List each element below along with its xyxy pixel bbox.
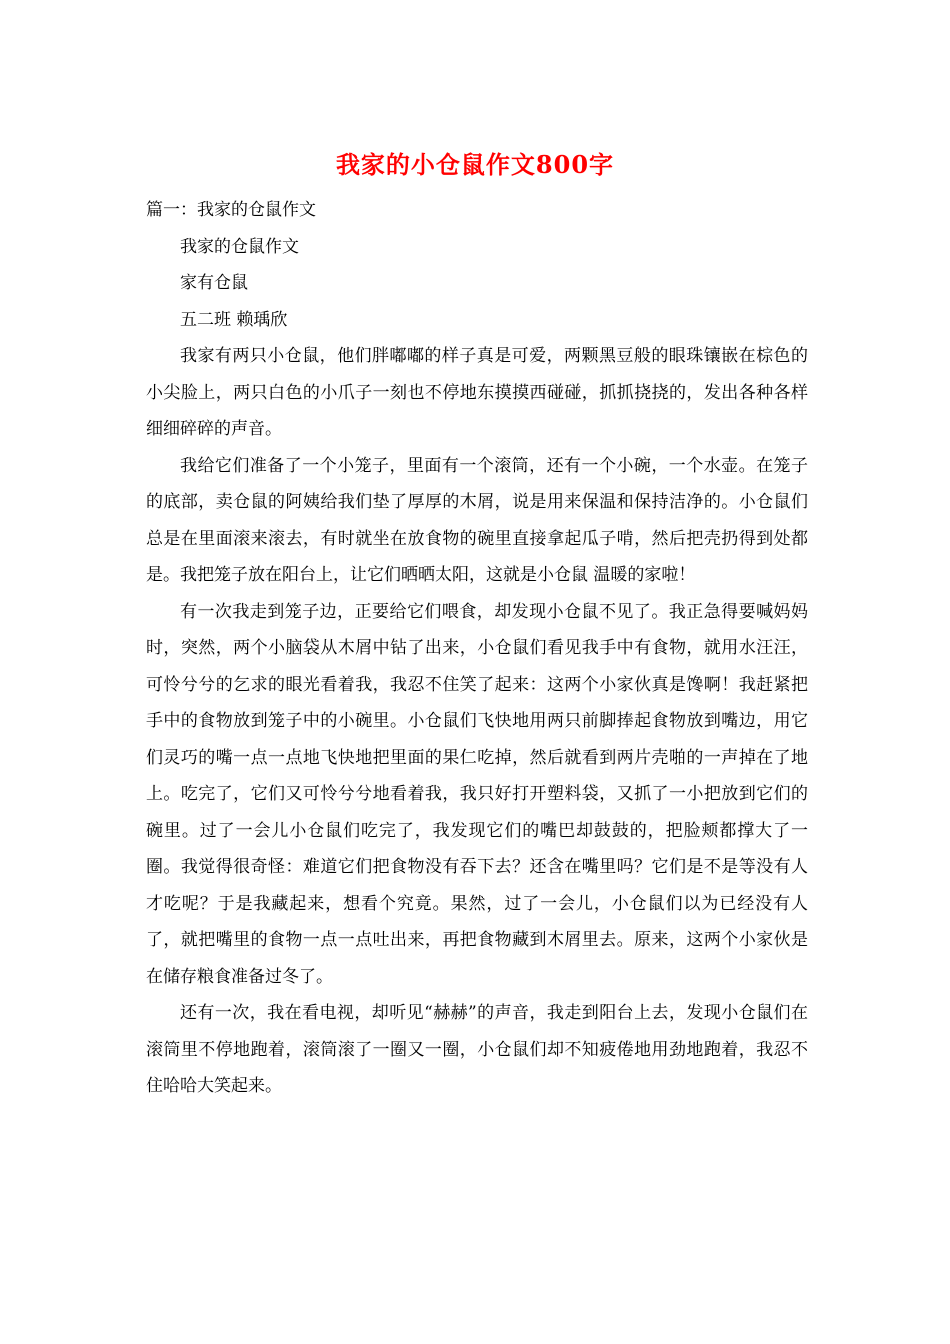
paragraph: 有一次我走到笼子边，正要给它们喂食，却发现小仓鼠不见了。我正急得要喊妈妈时，突然，两个小脑袋从木屑中钻了出来，小仓鼠们看见我手中有食物，就用水汪汪，可怜兮兮的乞求的眼光看着我，我忍不住笑了起来：这两个小家伙真是馋啊！我赶紧把手中的食物放到笼子中的小碗里。小仓鼠们飞快地用两只前脚捧起食物放到嘴边，用它们灵巧的嘴一点一点地飞快地把里面的果仁吃掉，然后就看到两片壳啪的一声掉在了地上。吃完了，它们又可怜兮兮地看着我，我只好打开塑料袋，又抓了一小把放到它们的碗里。过了一会儿小仓鼠们吃完了，我发现它们的嘴巴却鼓鼓的，把脸颊都撑大了一圈。我觉得很奇怪：难道它们把食物没有吞下去？还含在嘴里吗？它们是不是等没有人才吃呢？于是我藏起来，想看个究竟。果然，过了一会儿，小仓鼠们以为已经没有人了，就把嘴里的食物一点一点吐出来，再把食物藏到木屑里去。原来，这两个小家伙是在储存粮食准备过冬了。 <box>146 601 808 987</box>
paragraph: 我给它们准备了一个小笼子，里面有一个滚筒，还有一个小碗，一个水壶。在笼子的底部，卖仓鼠的阿姨给我们垫了厚厚的木屑，说是用来保温和保持洁净的。小仓鼠们总是在里面滚来滚去，有时就坐在放食物的碗里直接拿起瓜子啃，然后把壳扔得到处都是。我把笼子放在阳台上，让它们晒晒太阳，这就是小仓鼠 温暖的家啦！ <box>146 455 808 585</box>
paragraph: 我家有两只小仓鼠，他们胖嘟嘟的样子真是可爱，两颗黑豆般的眼珠镶嵌在棕色的小尖脸上，两只白色的小爪子一刻也不停地东摸摸西碰碰，抓抓挠挠的，发出各种各样细细碎碎的声音。 <box>146 346 808 439</box>
document-title: 我家的小仓鼠作文800字 <box>335 150 615 179</box>
essay-subtitle: 我家的仓鼠作文 <box>180 236 299 257</box>
section-heading: 篇一：我家的仓鼠作文 <box>146 200 316 220</box>
paragraph: 还有一次，我在看电视，却听见“赫赫”的声音，我走到阳台上去，发现小仓鼠们在滚筒里不停地跑着，滚筒滚了一圈又一圈，小仓鼠们却不知疲倦地用劲地跑着，我忍不住哈哈大笑起来。 <box>146 1003 808 1096</box>
author-line: 五二班 赖瑀欣 <box>180 309 288 330</box>
document-body <box>146 192 808 1105</box>
essay-title: 家有仓鼠 <box>180 273 248 293</box>
